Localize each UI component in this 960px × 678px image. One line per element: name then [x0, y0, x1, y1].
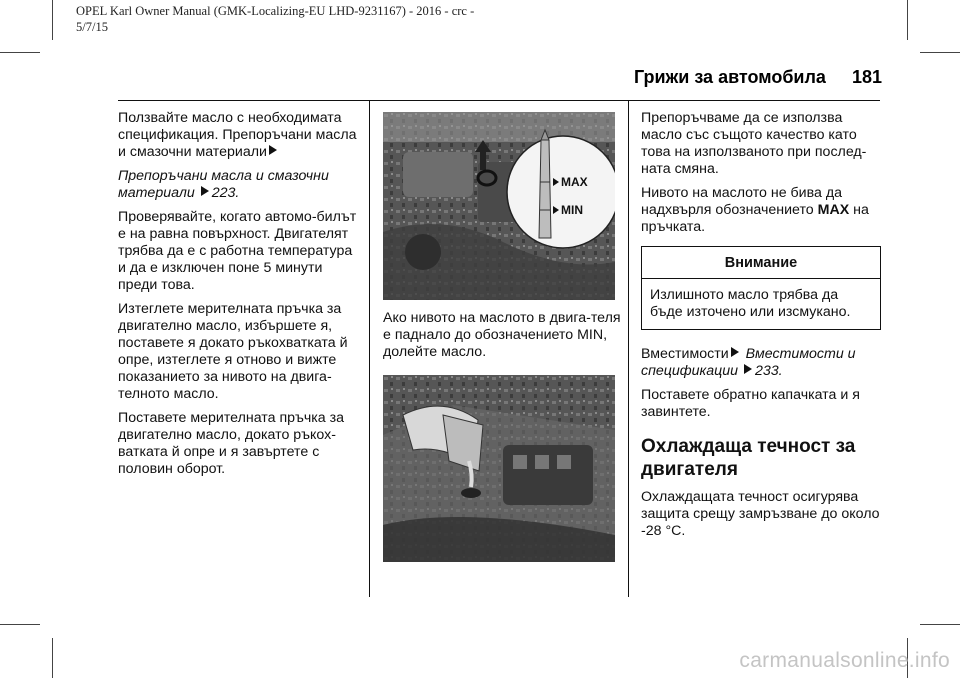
crop-mark [0, 52, 40, 53]
cross-reference-icon [201, 186, 209, 196]
cross-reference-title: Вместимости и спецификации [641, 346, 856, 379]
figure-pour-oil [383, 375, 615, 562]
paragraph: Поставете мерителната пръчка за двигателно масло, докато ръкох-ватката й опре и я завъртете с половин оборот. [118, 410, 345, 477]
column-divider [628, 101, 629, 597]
watermark-link[interactable]: carmanualsonline.info [739, 649, 950, 672]
column-3 [641, 110, 881, 547]
crop-mark [0, 624, 40, 625]
min-label: MIN [561, 203, 583, 217]
print-meta-line1: OPEL Karl Owner Manual (GMK-Localizing-EU LHD-9231167) - 2016 - crc - [76, 4, 475, 18]
cross-reference-icon [731, 347, 739, 357]
cross-reference-page: 223. [211, 185, 240, 201]
figure-dipstick [383, 112, 615, 300]
cross-reference-link[interactable] [641, 346, 881, 380]
running-head [560, 67, 882, 88]
paragraph: Охлаждащата течност осигурява защита срещу замръзване до около -28 °C. [641, 489, 880, 539]
paragraph [118, 110, 358, 161]
paragraph: Проверявайте, когато автомо-билът е на равна повърхност. Двигателят трябва да е с работна температура и да е изключен поне 5 минути преди това. [118, 209, 357, 293]
print-meta-line2: 5/7/15 [76, 20, 108, 34]
crop-mark [52, 0, 53, 40]
paragraph-text: Нивото на маслото не бива да надхвърля обозначението [641, 185, 842, 218]
paragraph: Поставете обратно капачката и я завинтете. [641, 387, 860, 420]
dipstick-illustration [383, 112, 615, 300]
caution-text: Излишното масло трябва да бъде източено или изсмукано. [650, 287, 851, 320]
cross-reference-page: 233. [754, 363, 783, 379]
section-name: Грижи за автомобила [633, 67, 826, 87]
max-label: MAX [561, 175, 588, 189]
cross-reference-link[interactable] [118, 168, 358, 202]
paragraph: Изтеглете мерителната пръчка за двигателно масло, избършете я, поставете я докато ръкохватката й опре, изтеглете я отново и вижте показанието за нивото на двига-телното масло. [118, 301, 348, 402]
crop-mark [907, 0, 908, 40]
cross-reference-icon [269, 145, 277, 155]
cross-reference-icon [744, 364, 752, 374]
crop-mark [920, 52, 960, 53]
print-meta [76, 3, 546, 35]
crop-mark [920, 624, 960, 625]
column-divider [369, 101, 370, 597]
paragraph [641, 185, 881, 236]
crop-mark [52, 638, 53, 678]
paragraph-text: на пръчката. [641, 202, 869, 235]
column-1 [118, 110, 358, 485]
cross-reference-title: Препоръчани масла и смазочни материали [118, 168, 329, 201]
figure-caption: Ако нивото на маслото в двига-теля е паднало до обозначението MIN, долейте масло. [383, 310, 621, 360]
pour-oil-illustration [383, 375, 615, 562]
header-rule [118, 100, 880, 101]
caution-box [641, 246, 881, 330]
max-mark-text: MAX [817, 202, 850, 218]
paragraph: Препоръчваме да се използва масло със същото качество като това на използваното при послед-ната смяна. [641, 110, 867, 177]
caution-title: Внимание [642, 247, 880, 279]
section-heading: Охлаждаща течност за двигателя [641, 436, 856, 480]
page-number: 181 [851, 67, 882, 87]
paragraph-text: Вместимости [641, 346, 729, 362]
paragraph-text: Ползвайте масло с необходимата спецификация. Препоръчани масла и смазочни материали [118, 110, 357, 160]
